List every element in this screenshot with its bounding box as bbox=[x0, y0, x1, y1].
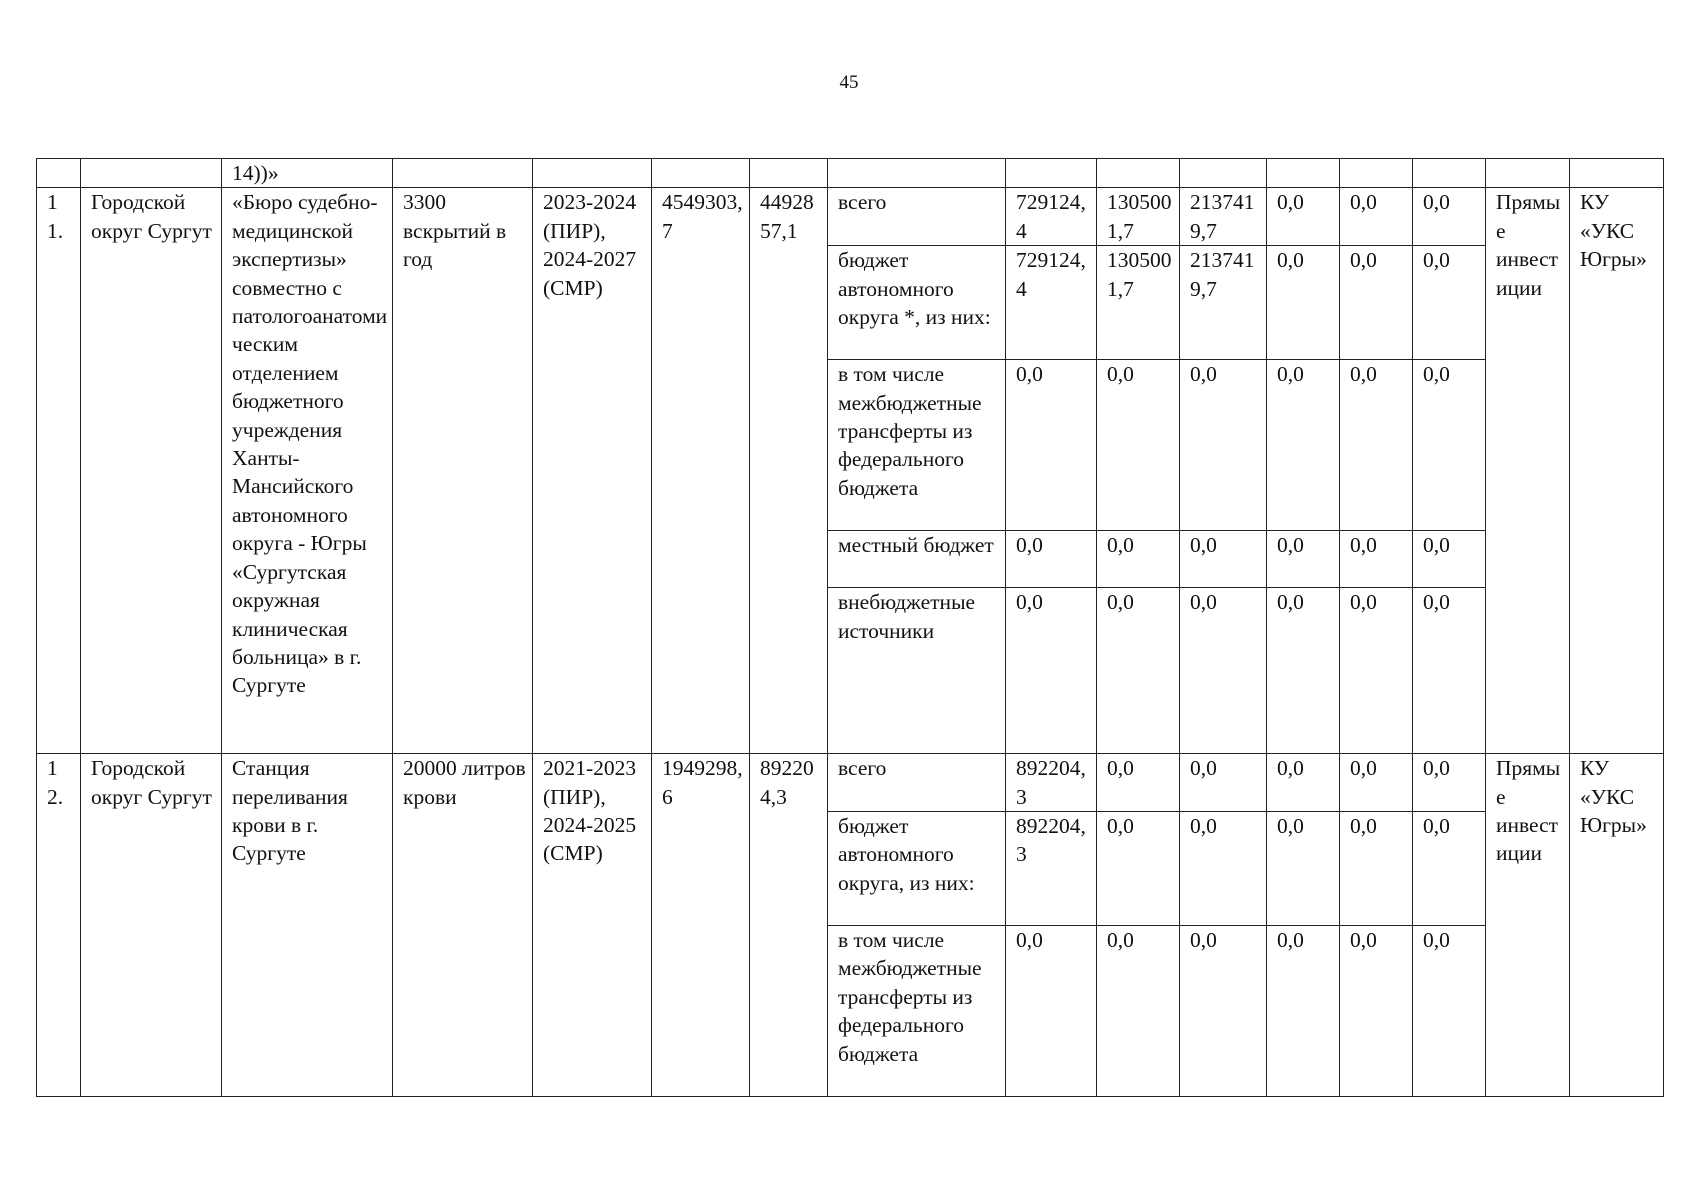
cell-empty bbox=[1006, 159, 1097, 188]
cell-empty bbox=[1097, 159, 1180, 188]
value-cell: 0,0 bbox=[1413, 812, 1486, 926]
value-cell: 0,0 bbox=[1267, 812, 1340, 926]
value-cell: 0,0 bbox=[1413, 754, 1486, 812]
territory: Городской округ Сургут bbox=[81, 188, 222, 754]
value-cell: 0,0 bbox=[1097, 531, 1180, 588]
value-cell: 0,0 bbox=[1267, 588, 1340, 754]
source-label: в том числе межбюджетные трансферты из федерального бюджета bbox=[828, 926, 1006, 1097]
investment-form: Прямые инвестиции bbox=[1486, 188, 1570, 754]
customer: КУ «УКС Югры» bbox=[1570, 188, 1664, 754]
investment-table bbox=[36, 158, 1664, 1097]
value-cell: 892204,3 bbox=[1006, 812, 1097, 926]
cost-total: 4549303,7 bbox=[652, 188, 750, 754]
page-number: 45 bbox=[839, 72, 859, 93]
name-continuation: 14))» bbox=[222, 159, 393, 188]
value-cell: 0,0 bbox=[1097, 754, 1180, 812]
source-label: всего bbox=[828, 188, 1006, 246]
cell-empty bbox=[750, 159, 828, 188]
value-cell: 892204,3 bbox=[1006, 754, 1097, 812]
value-cell: 729124,4 bbox=[1006, 188, 1097, 246]
cell-empty bbox=[533, 159, 652, 188]
value-cell: 0,0 bbox=[1180, 812, 1267, 926]
continuation-row bbox=[37, 159, 1664, 188]
value-cell: 0,0 bbox=[1413, 588, 1486, 754]
source-label: всего bbox=[828, 754, 1006, 812]
value-cell: 0,0 bbox=[1340, 926, 1413, 1097]
value-cell: 0,0 bbox=[1340, 754, 1413, 812]
cell-empty bbox=[37, 159, 81, 188]
capacity: 20000 литров крови bbox=[393, 754, 533, 1097]
cost-remaining: 4492857,1 bbox=[750, 188, 828, 754]
value-cell: 0,0 bbox=[1267, 246, 1340, 360]
source-label: в том числе межбюджетные трансферты из федерального бюджета bbox=[828, 360, 1006, 531]
value-cell: 2137419,7 bbox=[1180, 246, 1267, 360]
table-row bbox=[37, 754, 1664, 812]
row-number: 1 1. bbox=[37, 188, 81, 754]
value-cell: 0,0 bbox=[1006, 926, 1097, 1097]
value-cell: 0,0 bbox=[1180, 531, 1267, 588]
source-label: местный бюджет bbox=[828, 531, 1006, 588]
value-cell: 1305001,7 bbox=[1097, 188, 1180, 246]
value-cell: 0,0 bbox=[1413, 246, 1486, 360]
value-cell: 0,0 bbox=[1267, 531, 1340, 588]
value-cell: 0,0 bbox=[1180, 926, 1267, 1097]
cell-empty bbox=[81, 159, 222, 188]
value-cell: 0,0 bbox=[1340, 812, 1413, 926]
investment-form: Прямые инвестиции bbox=[1486, 754, 1570, 1097]
cell-empty bbox=[393, 159, 533, 188]
row-number: 1 2. bbox=[37, 754, 81, 1097]
value-cell: 0,0 bbox=[1180, 360, 1267, 531]
value-cell: 0,0 bbox=[1006, 588, 1097, 754]
cell-empty bbox=[1413, 159, 1486, 188]
value-cell: 0,0 bbox=[1097, 360, 1180, 531]
customer: КУ «УКС Югры» bbox=[1570, 754, 1664, 1097]
cost-total: 1949298,6 bbox=[652, 754, 750, 1097]
cell-empty bbox=[652, 159, 750, 188]
value-cell: 0,0 bbox=[1340, 531, 1413, 588]
table-row bbox=[37, 188, 1664, 246]
territory: Городской округ Сургут bbox=[81, 754, 222, 1097]
value-cell: 0,0 bbox=[1006, 531, 1097, 588]
value-cell: 0,0 bbox=[1340, 360, 1413, 531]
value-cell: 0,0 bbox=[1413, 531, 1486, 588]
value-cell: 0,0 bbox=[1413, 188, 1486, 246]
value-cell: 0,0 bbox=[1097, 812, 1180, 926]
value-cell: 1305001,7 bbox=[1097, 246, 1180, 360]
source-label: бюджет автономного округа *, из них: bbox=[828, 246, 1006, 360]
source-label: бюджет автономного округа, из них: bbox=[828, 812, 1006, 926]
value-cell: 0,0 bbox=[1097, 926, 1180, 1097]
object-name: «Бюро судебно-медицинской экспертизы» совместно с патологоанатомическим отделением бюджетного учреждения Ханты-Мансийского автономного округа - Югры «Сургутская окружная клиническая больница» в г. Сургуте bbox=[222, 188, 393, 754]
value-cell: 729124,4 bbox=[1006, 246, 1097, 360]
cell-empty bbox=[1570, 159, 1664, 188]
value-cell: 0,0 bbox=[1413, 926, 1486, 1097]
period: 2023-2024 (ПИР), 2024-2027 (СМР) bbox=[533, 188, 652, 754]
value-cell: 0,0 bbox=[1267, 926, 1340, 1097]
cell-empty bbox=[1267, 159, 1340, 188]
value-cell: 0,0 bbox=[1413, 360, 1486, 531]
value-cell: 0,0 bbox=[1267, 754, 1340, 812]
cell-empty bbox=[828, 159, 1006, 188]
value-cell: 0,0 bbox=[1006, 360, 1097, 531]
value-cell: 0,0 bbox=[1340, 246, 1413, 360]
value-cell: 0,0 bbox=[1340, 188, 1413, 246]
cost-remaining: 892204,3 bbox=[750, 754, 828, 1097]
period: 2021-2023 (ПИР), 2024-2025 (СМР) bbox=[533, 754, 652, 1097]
capacity: 3300 вскрытий в год bbox=[393, 188, 533, 754]
cell-empty bbox=[1180, 159, 1267, 188]
object-name: Станция переливания крови в г. Сургуте bbox=[222, 754, 393, 1097]
value-cell: 0,0 bbox=[1267, 188, 1340, 246]
source-label: внебюджетные источники bbox=[828, 588, 1006, 754]
value-cell: 0,0 bbox=[1180, 754, 1267, 812]
value-cell: 0,0 bbox=[1180, 588, 1267, 754]
value-cell: 0,0 bbox=[1267, 360, 1340, 531]
cell-empty bbox=[1486, 159, 1570, 188]
value-cell: 2137419,7 bbox=[1180, 188, 1267, 246]
value-cell: 0,0 bbox=[1340, 588, 1413, 754]
value-cell: 0,0 bbox=[1097, 588, 1180, 754]
cell-empty bbox=[1340, 159, 1413, 188]
